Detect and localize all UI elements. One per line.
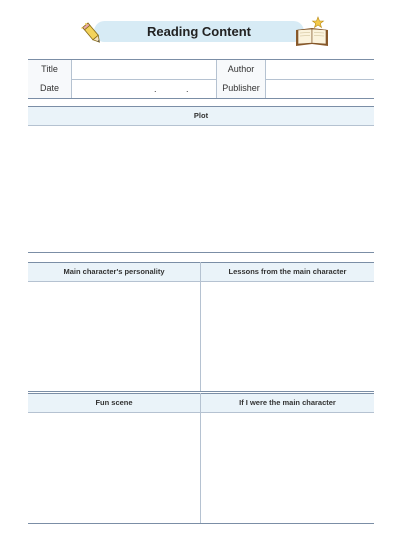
info-row-date [28,79,374,98]
date-field[interactable] [72,79,216,98]
lessons-header: Lessons from the main character [201,262,374,282]
bottom-rule [28,523,374,524]
book-icon [292,16,332,50]
personality-area[interactable] [28,282,200,392]
date-label: Date [28,79,72,98]
page-title: Reading Content [147,24,251,39]
fun-scene-header: Fun scene [28,393,200,413]
plot-area[interactable] [28,126,374,253]
title-label: Title [28,60,72,79]
lessons-area[interactable] [201,282,374,392]
publisher-label: Publisher [216,79,266,98]
if-i-were-header: If I were the main character [201,393,374,413]
book-info-table [28,59,374,99]
plot-header: Plot [28,106,374,126]
personality-header: Main character's personality [28,262,200,282]
fun-scene-area[interactable] [28,413,200,523]
section-divider [28,391,374,392]
author-label: Author [216,60,266,79]
title-field[interactable] [72,60,216,79]
pencil-icon [78,20,106,48]
date-separator: . [186,84,189,94]
publisher-field[interactable] [265,79,374,98]
if-i-were-area[interactable] [201,413,374,523]
info-row-title [28,60,374,80]
date-separator: . [154,84,157,94]
author-field[interactable] [265,60,374,79]
